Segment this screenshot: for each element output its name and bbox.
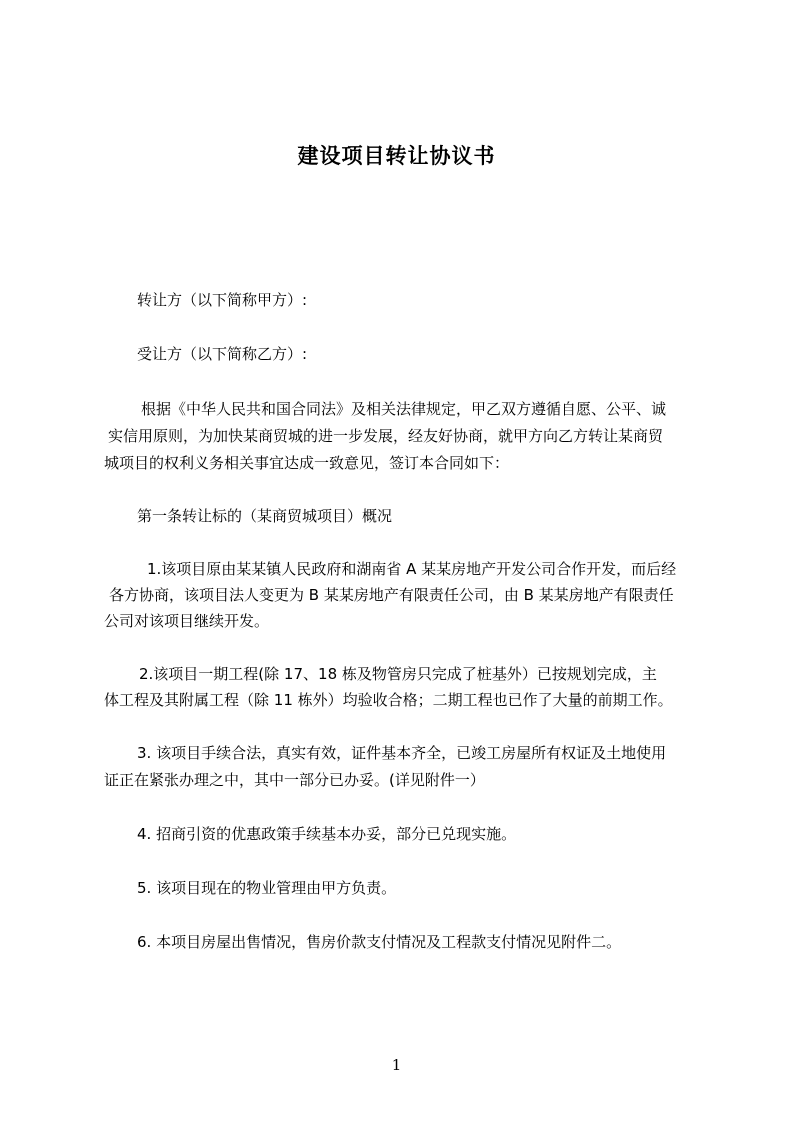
document-title: 建设项目转让协议书 (297, 144, 496, 168)
item3-line-1: 3. 该项目手续合法，真实有效，证件基本齐全，已竣工房屋所有权证及土地使用 (137, 744, 667, 762)
item1-line-3: 公司对该项目继续开发。 (104, 612, 270, 630)
preamble-line-1: 根据《中华人民共和国合同法》及相关法律规定，甲乙双方遵循自愿、公平、诚 (141, 400, 667, 418)
page-number: 1 (391, 1056, 402, 1074)
party-b-line: 受让方（以下简称乙方）: (137, 345, 308, 363)
item6-line: 6. 本项目房屋出售情况，售房价款支付情况及工程款支付情况见附件二。 (137, 933, 622, 951)
item4-line: 4. 招商引资的优惠政策手续基本办妥，部分已兑现实施。 (137, 825, 517, 843)
preamble-line-2: 实信用原则，为加快某商贸城的进一步发展，经友好协商，就甲方向乙方转让某商贸 (108, 427, 664, 445)
item3-line-2: 证正在紧张办理之中，其中一部分已办妥。(详见附件一） (104, 771, 485, 789)
preamble-line-3: 城项目的权利义务相关事宜达成一致意见，签订本合同如下： (104, 454, 510, 472)
item2-line-1: 2.该项目一期工程(除 17、18 栋及物管房只完成了桩基外）已按规划完成，主 (139, 665, 657, 683)
item2-line-2: 体工程及其附属工程（除 11 栋外）均验收合格；二期工程也已作了大量的前期工作。 (104, 691, 673, 709)
item1-line-2: 各方协商，该项目法人变更为 B 某某房地产有限责任公司，由 B 某某房地产有限责任 (109, 586, 674, 604)
party-a-line: 转让方（以下简称甲方）: (137, 291, 308, 309)
article1-heading: 第一条转让标的（某商贸城项目）概况 (137, 507, 393, 525)
item1-line-1: 1.该项目原由某某镇人民政府和湖南省 A 某某房地产开发公司合作开发，而后经 (147, 560, 677, 578)
item5-line: 5. 该项目现在的物业管理由甲方负责。 (137, 879, 397, 897)
